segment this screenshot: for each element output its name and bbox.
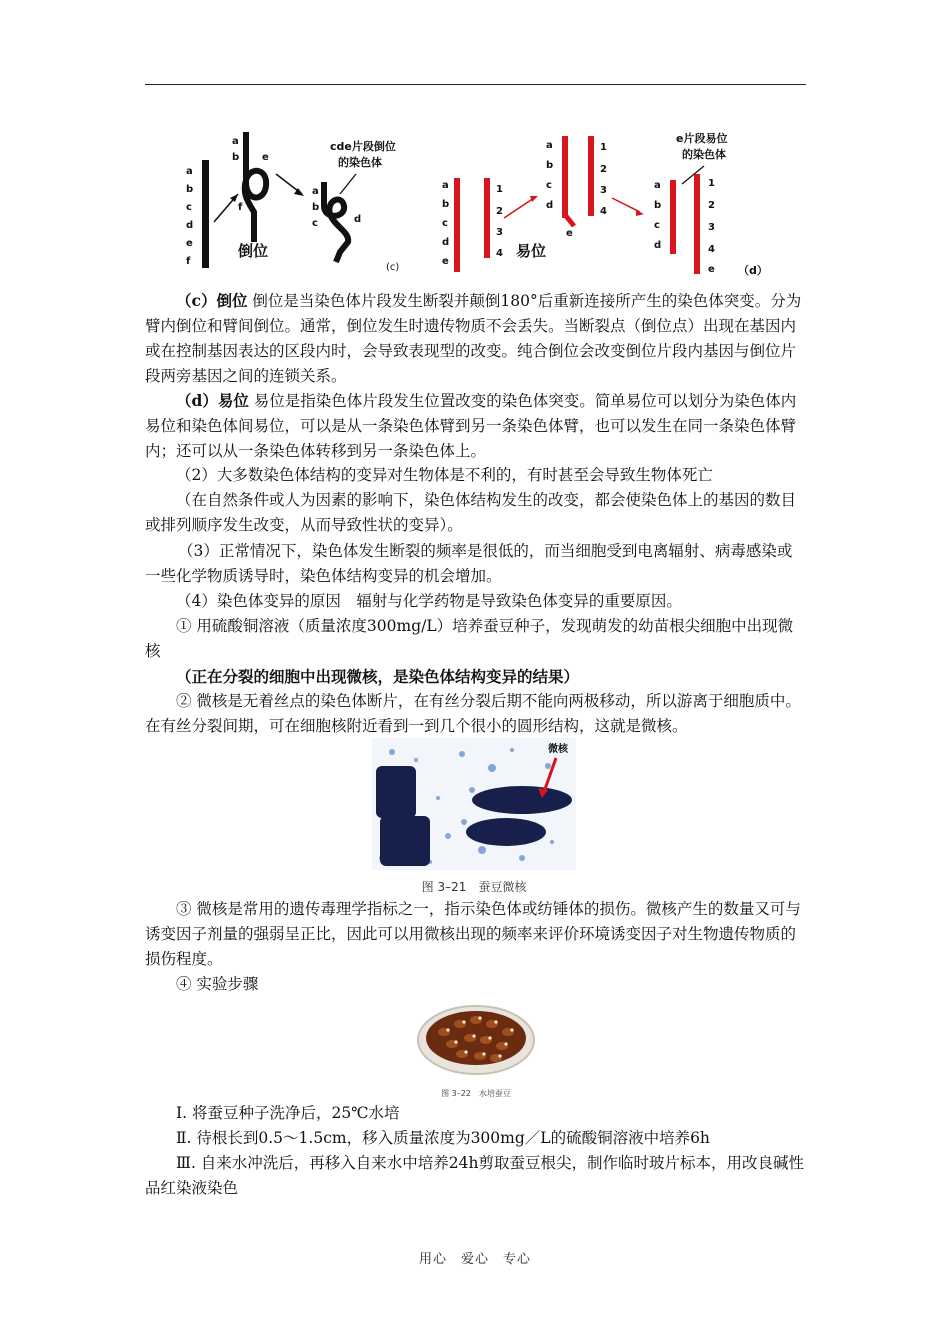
chromosome-red xyxy=(454,178,460,272)
soaked-beans-image xyxy=(414,1002,538,1078)
procedure-step-1: Ⅰ. 将蚕豆种子洗净后，25℃水培 xyxy=(176,1104,400,1122)
paragraph-3: （3）正常情况下，染色体发生断裂的频率是很低的，而当细胞受到电离辐射、病毒感染或一些化学物质诱导时，染色体结构变异的机会增加。 xyxy=(145,542,793,585)
chr-label: a xyxy=(186,166,193,177)
chromosome-red xyxy=(670,180,676,254)
annotation: 的染色体 xyxy=(682,148,726,161)
chr-label: a xyxy=(546,140,553,151)
body-c: 倒位是当染色体片段发生断裂并颠倒180°后重新连接所产生的染色体突变。分为臂内倒位和臂间倒位。通常，倒位发生时遗传物质不会丢失。当断裂点（倒位点）出现在基因内或在控制基因表达的区段内时，会导致表现型的改变。纯合倒位会改变倒位片段内基因与倒位片段两旁基因之间的连锁关系。 xyxy=(145,292,802,385)
step-1: ① 用硫酸铜溶液（质量浓度300mg/L）培养蚕豆种子，发现萌发的幼苗根尖细胞中出现微核 xyxy=(145,617,794,660)
arrow-head xyxy=(530,196,538,202)
chr-label: e xyxy=(186,238,193,249)
chr-label: 1 xyxy=(496,184,503,195)
chromosome-diagram xyxy=(180,122,780,282)
arrow-head xyxy=(636,210,644,216)
chr-label: d xyxy=(354,214,362,225)
chr-label: c xyxy=(442,218,448,229)
chromosome-red xyxy=(694,174,700,274)
paragraph-d xyxy=(145,388,807,464)
paragraph-2: （2）大多数染色体结构的变异对生物体是不利的，有时甚至会导致生物体死亡 xyxy=(176,466,713,484)
inverted-chromosome xyxy=(324,182,348,262)
step-2: ② 微核是无着丝点的染色体断片，在有丝分裂后期不能向两极移动，所以游离于细胞质中。在有丝分裂间期，可在细胞核附近看到一到几个很小的圆形结构，这就是微核。 xyxy=(145,692,801,735)
chr-label: f xyxy=(238,202,243,213)
chr-label: c xyxy=(312,218,318,229)
broken-segment xyxy=(566,216,574,226)
chr-label: c xyxy=(546,180,552,191)
body-d: 易位是指染色体片段发生位置改变的染色体突变。简单易位可以划分为染色体内易位和染色体间易位，可以是从一条染色体臂到另一条染色体臂，也可以发生在同一条染色体臂内；还可以从一条染色体转移到另一条染色体上。 xyxy=(145,392,797,460)
chromosome-red xyxy=(588,136,594,216)
annotation-pointer xyxy=(682,166,704,184)
chr-label: 4 xyxy=(600,206,607,217)
chr-label: b xyxy=(442,199,450,210)
chr-label: 2 xyxy=(708,200,715,211)
chr-label: b xyxy=(546,160,554,171)
procedure-step-3: Ⅲ. 自来水冲洗后，再移入自来水中培养24h剪取蚕豆根尖，制作临时玻片标本，用改良碱性品红染液染色 xyxy=(145,1154,805,1197)
chr-label: 4 xyxy=(708,244,715,255)
chr-label: 4 xyxy=(496,248,503,259)
inversion-diagram xyxy=(186,132,399,273)
header-rule xyxy=(145,84,806,85)
arrow xyxy=(612,198,640,212)
heading-c: （c）倒位 xyxy=(176,291,248,310)
procedure-step-2: Ⅱ. 待根长到0.5～1.5cm，移入质量浓度为300mg／L的硫酸铜溶液中培养6h xyxy=(176,1129,710,1147)
normal-chromosome xyxy=(202,160,209,268)
chr-label: 1 xyxy=(708,178,715,189)
diagram-sub: （d） xyxy=(738,264,768,277)
chr-label: a xyxy=(654,180,661,191)
chr-label: 1 xyxy=(600,142,607,153)
annotation: 的染色体 xyxy=(338,156,382,169)
bean-figure xyxy=(414,1002,538,1098)
paragraph-2b: （在自然条件或人为因素的影响下，染色体结构发生的改变，都会使染色体上的基因的数目或排列顺序发生改变，从而导致性状的变异）。 xyxy=(145,491,797,534)
chr-label: b xyxy=(186,184,194,195)
chr-label: 3 xyxy=(496,227,503,238)
chr-label: d xyxy=(546,200,554,211)
figure-caption-3-22: 图 3–22 水培蚕豆 xyxy=(441,1089,511,1098)
heading-d: （d）易位 xyxy=(176,391,249,410)
figure-caption-3-21: 图 3–21 蚕豆微核 xyxy=(421,880,527,894)
chr-label: b xyxy=(232,152,240,163)
translocation-diagram xyxy=(442,131,768,277)
chr-label: b xyxy=(312,202,320,213)
looped-chromosome xyxy=(245,132,266,242)
annotation: cde片段倒位 xyxy=(330,140,396,153)
diagram-title: 易位 xyxy=(516,242,547,260)
diagram-sub: (c) xyxy=(386,262,400,273)
chromosome-red xyxy=(484,178,490,258)
diagram-title: 倒位 xyxy=(238,242,269,260)
chr-label: 3 xyxy=(708,222,715,233)
chr-label: 2 xyxy=(496,206,503,217)
chr-label: f xyxy=(186,256,191,267)
annotation-pointer xyxy=(340,174,356,194)
chr-label: e xyxy=(708,264,715,275)
chr-label: b xyxy=(654,200,662,211)
chr-label: a xyxy=(442,180,449,191)
micronucleus-image xyxy=(372,738,576,870)
chr-label: c xyxy=(654,220,660,231)
chr-label: d xyxy=(442,237,450,248)
step-4: ④ 实验步骤 xyxy=(176,975,259,993)
chr-label: c xyxy=(186,202,192,213)
step-1-note: （正在分裂的细胞中出现微核，是染色体结构变异的结果） xyxy=(176,667,580,686)
chr-label: e xyxy=(566,228,573,239)
chr-label: 3 xyxy=(600,185,607,196)
chromosome-red xyxy=(562,136,568,218)
micronucleus-figure xyxy=(372,738,576,894)
chr-label: e xyxy=(442,256,449,267)
chr-label: 2 xyxy=(600,164,607,175)
annotation: e片段易位 xyxy=(676,132,728,145)
chr-label: e xyxy=(262,152,269,163)
paragraph-4: （4）染色体变异的原因 辐射与化学药物是导致染色体变异的重要原因。 xyxy=(176,592,682,610)
chr-label: d xyxy=(654,240,662,251)
paragraph-c xyxy=(145,288,807,389)
arrow xyxy=(504,198,534,218)
page-footer: 用心 爱心 专心 xyxy=(418,1252,531,1267)
chr-label: a xyxy=(312,186,319,197)
chr-label: a xyxy=(232,136,239,147)
chr-label: d xyxy=(186,220,194,231)
step-3: ③ 微核是常用的遗传毒理学指标之一，指示染色体或纺锤体的损伤。微核产生的数量又可与诱变因子剂量的强弱呈正比，因此可以用微核出现的频率来评价环境诱变因子对生物遗传物质的损伤程度。 xyxy=(145,900,801,968)
micronucleus-label: 微核 xyxy=(548,744,568,755)
